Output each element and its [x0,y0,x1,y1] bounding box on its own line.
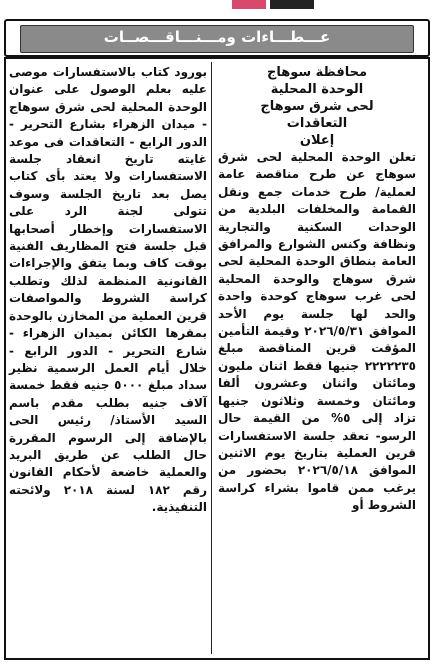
announcement-body-right: تعلن الوحدة المحلية لحى شرق سوهاج عن طرح مناقصة عامة لعملية/ طرح خدمات جمع ونقل القمامة والمخلفات البلدية من الوحدات السكنية والتجارية ونظافة وكنس الشوارع والمرافق العامة بنطاق الوحدة المحلية لحى شرق سوهاج والوحدة المحلية لحى غرب سوهاج كوحدة واحدة والحد لها جلسة يوم الأحد الموافق ٢٠٢٦/٥/٣١ وقيمة التأمين المؤقت قرين المناقصة مبلغ ٢٢٢٢٢٣٥ جنيها فقط اثنان مليون ومائتان واثنان وعشرون ألفا ومائتان وخمسة وثلاثون جنيها تزاد إلى ٥% من القيمة حال الرسو- تعقد جلسة الاستفسارات قرين العملية بتاريخ يوم الاثنين الموافق ٢٠٢٦/٥/١٨ بحضور من يرغب ممن قاموا بشراء كراسة الشروط أو [218,150,417,513]
header-contracts: التعاقدات [286,116,348,131]
header-governorate: محافظة سوهاج [266,65,368,80]
header-district: لحى شرق سوهاج [260,99,374,114]
announcement-right-column [218,64,416,515]
header-announcement: إعلان [299,133,335,148]
announcement-body-left: بورود كتاب بالاستفسارات موصى عليه بعلم الوصول على عنوان الوحدة المحلية لحى شرق سوهاج - ميدان الزهراء بشارع التحرير - الدور الرابع - التعاقدات فى موعد غايته تاريخ انعقاد جلسة الاستفسارات ولا يعتد بأى كتاب يصل بعد تاريخ الجلسة وسوف تتولى لجنة الرد على الاستفسارات وإخطار أصحابها قبل جلسة فتح المظاريف الفنية بوقت كاف وبما يتفق والإجراءات القانونية المنظمة لذلك وتطلب كراسة الشروط والمواصفات قرين العملية من المخازن بالوحدة بمقرها الكائن بميدان الزهراء - شارع التحرير - الدور الرابع - خلال أيام العمل الرسمية نظير سداد مبلغ ٥٠٠٠ جنيه فقط خمسة آلاف جنيه بطلب مقدم باسم السيد الأستاذ/ رئيس الحى بالإضافة إلى الرسوم المقررة حال الطلب عن طريق البريد والعملية خاضعة لأحكام القانون رقم ١٨٢ لسنة ٢٠١٨ ولائحته التنفيذية. [9,65,207,515]
section-title: عـــطـــاءات ومـــنـــاقـــصــات [103,28,331,46]
section-header [4,19,430,57]
top-page-strip [0,0,434,14]
top-dark-block [270,0,314,9]
top-color-block [232,0,266,9]
announcement-left-column [9,64,207,517]
section-banner [20,25,414,53]
column-divider [211,62,212,654]
header-local-unit: الوحدة المحلية [270,82,364,97]
